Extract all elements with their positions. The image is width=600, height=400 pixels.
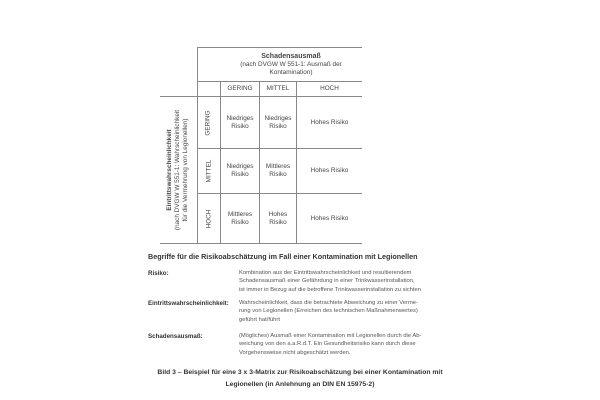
grid-line (160, 243, 362, 244)
matrix-side-header-title: Eintrittswahrscheinlichkeit (166, 129, 174, 211)
matrix-cell: Hohes Risiko (310, 167, 349, 174)
definition-term-schadensausmass: Schadensausmaß: (148, 333, 203, 340)
matrix-side-header-line2: (nach DVGW W 551-1: Wahrscheinlichkeit (174, 109, 182, 231)
grid-line (259, 81, 260, 244)
row-header-gering: GERING (205, 109, 212, 136)
figure-caption (140, 367, 460, 390)
row-header-mittel: MITTEL (205, 159, 213, 183)
column-header-hoch: HOCH (320, 85, 339, 92)
column-header-gering: GERING (227, 85, 253, 92)
matrix-cell: Hohes Risiko (268, 210, 288, 226)
definition-term-eintrittswahrscheinlichkeit: Eintrittswahrscheinlichkeit: (148, 300, 229, 307)
grid-line (197, 47, 362, 48)
matrix-side-header (160, 97, 196, 243)
column-header-mittel: MITTEL (266, 85, 290, 92)
matrix-cell: Niedriges Risiko (226, 114, 254, 130)
figure-caption-line1: Bild 3 – Beispiel für eine 3 x 3-Matrix zur Risikoabschätzung bei einer Kontamination mit (157, 369, 443, 376)
definition-text-risiko: Kombination aus der Eintrittswahrscheinlichkeit und resultierendem Schadensausmaß einer Gefährdung in einer Trinkwasserinstallation, ist immer in Bezug auf die betroffene Trinkwasserinstallation zu sichten (239, 270, 421, 293)
definition-text-eintrittswahrscheinlichkeit: Wahrscheinlichkeit, dass die betrachtete Abweichung zu einer Verme- rung von Legionellen (Erreichen des technischen Maßnahmenwertes) geführt hat/führt (239, 300, 418, 323)
matrix-top-header-subtitle: (nach DVGW W 551-1: Ausmaß der Kontamination) (240, 60, 342, 76)
matrix-cell: Mittleres Risiko (265, 163, 291, 178)
row-header-hoch: HOCH (204, 209, 212, 228)
matrix-cell: Hohes Risiko (310, 214, 349, 222)
matrix-side-header-line3: für die Vermehrung von Legionellen) (182, 118, 190, 222)
matrix-cell: Niedriges Risiko (264, 114, 292, 130)
matrix-top-header-title: Schadensausmaß (261, 52, 321, 60)
grid-line (220, 81, 221, 244)
matrix-cell: Hohes Risiko (310, 118, 349, 126)
matrix-cell: Mittleres Risiko (227, 210, 253, 226)
matrix-top-header (221, 49, 361, 80)
definition-term-risiko: Risiko: (148, 270, 169, 277)
figure-caption-line2: Legionellen (in Anlehnung an DIN EN 15975-2) (225, 380, 375, 388)
definitions-title: Begriffe für die Risikoabschätzung im Fall einer Kontamination mit Legionellen (148, 252, 418, 261)
definition-text-schadensausmass: (Mögliches) Ausmaß einer Kontamination mit Legionellen durch die Ab- weichung von den a.a.R.d.T. Ein Gesundheitsrisiko kann durch diese Vorgehensweise nicht abgeschätzt werden. (239, 333, 422, 356)
matrix-cell: Niedriges Risiko (226, 163, 254, 178)
